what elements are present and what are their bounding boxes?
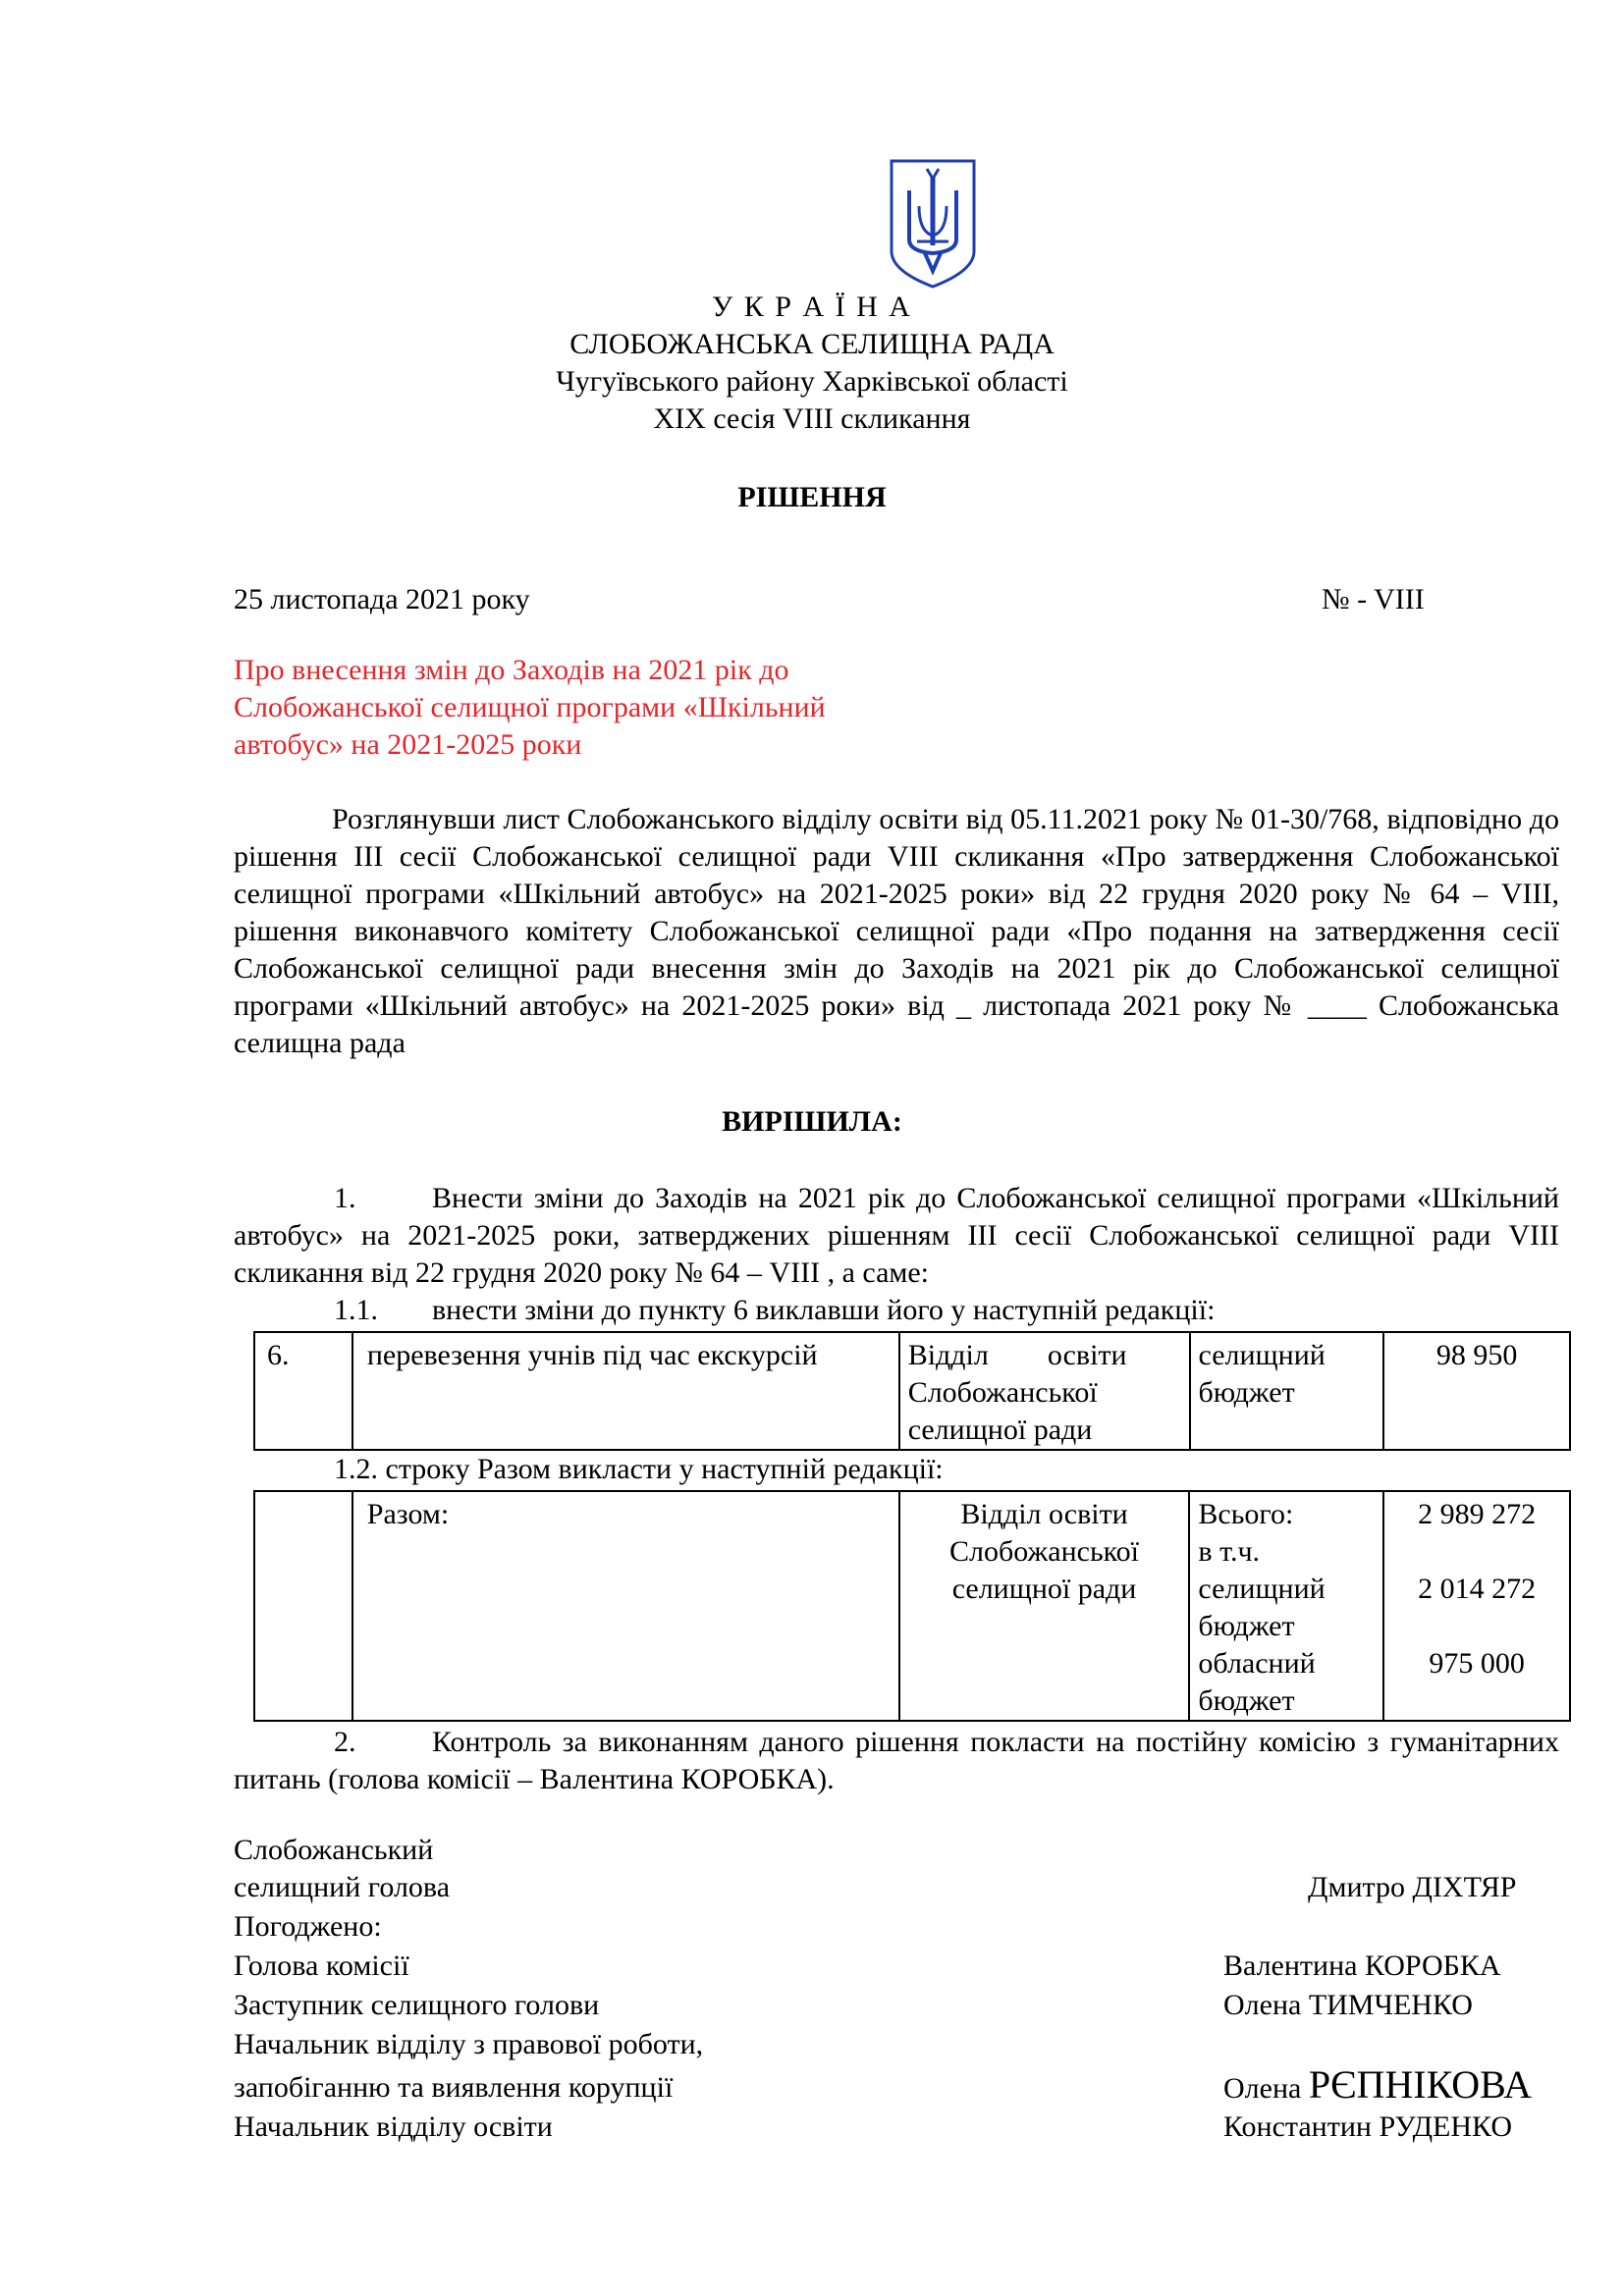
table2-executor-line: селищної ради [951,1573,1137,1605]
approver-title: Начальник відділу освіти [234,2110,553,2143]
table2-number-cell [254,1491,352,1721]
approver-title: Начальник відділу з правової роботи, [234,2028,704,2060]
table2-source-line: Всього: [1198,1498,1294,1530]
item-1-1-number: 1.1. [334,1294,378,1326]
table1-source-cell [1190,1332,1384,1450]
resolved-heading: ВИРІШИЛА: [722,1105,902,1138]
decision-date: 25 листопада 2021 року [234,583,530,615]
table2-executor-line: Слобожанської [949,1535,1140,1568]
table2-executor-cell [899,1491,1190,1721]
council-title: СЛОБОЖАНСЬКА СЕЛИЩНА РАДА [569,328,1055,360]
item-2-number: 2. [334,1726,356,1758]
approver-last-name: РЄПНІКОВА [1308,2062,1533,2107]
approver-title: Заступник селищного голови [234,1989,600,2021]
approver-name: Валентина КОРОБКА [1223,1949,1501,1982]
table1-executor-cell [899,1332,1190,1450]
item-1-text: Внести зміни до Заходів на 2021 рік до Слобожанської селищної програми «Шкільний автобус» на 2021-2025 роки, затверджених рішенням ІІІ сесії Слобожанської селищної ради VIII скликання від 22 грудня 2020 року № 64 – VIII , а саме: [234,1182,1559,1289]
document-type: РІШЕННЯ [737,481,887,513]
table2-amount-total: 2 989 272 [1418,1498,1537,1530]
table2-source-line: бюджет [1198,1684,1295,1717]
table-row [254,1491,1570,1721]
measures-table-1 [253,1331,1571,1451]
approver-first-name: Олена [1223,2072,1302,2105]
table2-source-cell [1189,1491,1383,1721]
approver-name [1223,2061,1532,2108]
table1-executor-line: Слобожанської [907,1376,1098,1409]
table-row [254,1332,1570,1450]
table1-executor-line: Відділ освіти [907,1339,1127,1371]
table2-executor-line: Відділ освіти [960,1498,1128,1530]
table1-number-cell: 6. [254,1332,352,1450]
table2-source-line: обласний [1198,1647,1316,1680]
table1-activity-cell: перевезення учнів під час екскурсій [352,1332,899,1450]
preamble-paragraph: Розглянувши лист Слобожанського відділу освіти від 05.11.2021 року № 01-30/768, відповідно до рішення ІІІ сесії Слобожанської селищної ради VIII скликання «Про затвердження Слобожанської селищної програми «Шкільний автобус» на 2021-2025 роки» від 22 грудня 2020 року № 64 – VIII, рішення виконавчого комітету Слобожанської селищної ради «Про подання на затвердження сесії Слобожанської селищної ради внесення змін до Заходів на 2021 рік до Слобожанської селищної програми «Шкільний автобус» на 2021-2025 роки» від _ листопада 2021 року № ____ Слобожанська селищна рада [234,803,1559,1059]
table1-amount-cell: 98 950 [1383,1332,1570,1450]
table1-source-line: селищний [1198,1339,1326,1371]
head-title-line-1: Слобожанський [234,1834,434,1866]
approver-title: запобіганню та виявлення корупції [234,2071,674,2104]
table2-amount-local: 2 014 272 [1418,1573,1537,1605]
approver-name: Олена ТИМЧЕНКО [1223,1989,1473,2021]
table2-amount-cell [1383,1491,1570,1721]
table2-source-line: бюджет [1198,1610,1295,1642]
table2-amount-regional: 975 000 [1429,1647,1525,1680]
approver-name: Константин РУДЕНКО [1223,2110,1512,2143]
head-title-line-2: селищний голова [234,1871,451,1903]
item-1-2-text: 1.2. строку Разом викласти у наступній редакції: [334,1453,944,1485]
approver-title: Голова комісії [234,1949,409,1982]
decision-number: № - VIII [1322,583,1425,615]
table1-source-line: бюджет [1198,1376,1295,1409]
subject-line-2: Слобожанської селищної програми «Шкільний [234,691,826,723]
table2-activity-cell: Разом: [352,1491,899,1721]
district-title: Чугуївського району Харківської області [556,365,1068,398]
measures-table-2 [253,1490,1571,1722]
item-2-text: Контроль за виконанням даного рішення покласти на постійну комісію з гуманітарних питань (голова комісії – Валентина КОРОБКА). [234,1726,1559,1795]
item-1-number: 1. [334,1182,356,1214]
head-name: Дмитро ДІХТЯР [1308,1871,1517,1903]
coat-of-arms-icon [888,157,978,291]
table2-source-line: в т.ч. [1198,1535,1261,1568]
item-1-1-text: внести зміни до пункту 6 виклавши його у наступній редакції: [432,1294,1216,1326]
country-title: У К Р А Ї Н А [712,291,912,323]
subject-line-1: Про внесення змін до Заходів на 2021 рік до [234,654,789,686]
session-title: XIX сесія VIII скликання [653,402,971,435]
subject-line-3: автобус» на 2021-2025 роки [234,728,582,761]
table1-executor-line: селищної ради [907,1414,1093,1446]
table2-source-line: селищний [1198,1573,1326,1605]
agreed-label: Погоджено: [234,1910,382,1943]
